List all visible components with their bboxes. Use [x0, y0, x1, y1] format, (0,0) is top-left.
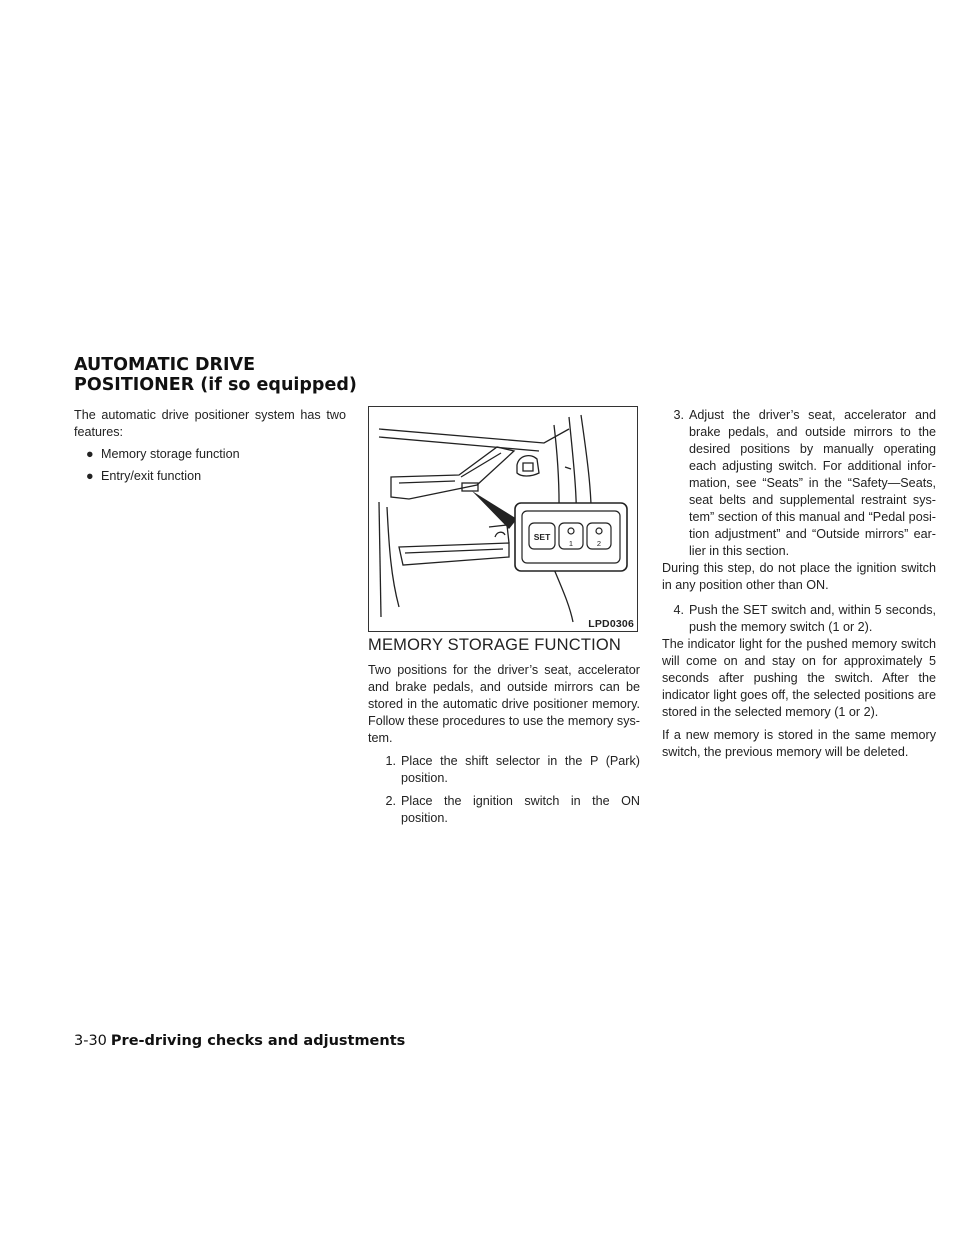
memory-2-label: 2	[596, 539, 602, 548]
feature-item	[74, 446, 346, 463]
step-number: 4.	[673, 603, 684, 617]
bullet-icon: ●	[86, 447, 94, 461]
step-text: Place the shift selector in the P (Park) position.	[401, 754, 640, 785]
closing-paragraph: If a new memory is stored in the same memory switch, the previous memory will be deleted.	[662, 728, 936, 759]
memory-heading: MEMORY STORAGE FUNCTION	[368, 636, 622, 654]
chapter-title: Pre-driving checks and adjustments	[110, 1033, 406, 1049]
step-item	[368, 753, 640, 787]
step-text: Adjust the driver’s seat, accelerator and brake pedals, and outside mirrors to the desired positions by manually operating each adjusting switch. For additional information, see “Seats” in the “Safety—Seats, seat belts and supplemental restraint system” section of this manual and “Pedal position adjustment” and “Outside mirrors” earlier in this section.	[689, 408, 936, 558]
figure-code: LPD0306	[588, 618, 634, 630]
step-item	[368, 793, 640, 827]
feature-text: Memory storage function	[101, 447, 240, 461]
step-number: 2.	[385, 794, 396, 808]
step-number: 1.	[385, 754, 396, 768]
memory-column	[368, 662, 640, 827]
step-note: During this step, do not place the ignition switch in any position other than ON.	[662, 561, 936, 592]
door-panel-figure	[368, 406, 638, 632]
page-number: 3-30	[74, 1033, 107, 1049]
step-item	[662, 407, 936, 560]
set-label: SET	[533, 532, 551, 542]
feature-item	[74, 468, 346, 485]
step-note: The indicator light for the pushed memory switch will come on and stay on for approximately 5 seconds after pushing the switch. After the indicator light goes off, the selected positions are stored in the selected memory (1 or 2).	[662, 637, 936, 719]
steps-column	[662, 407, 936, 761]
section-title: AUTOMATIC DRIVE POSITIONER (if so equipped)	[74, 355, 357, 395]
step-text: Place the ignition switch in the ON position.	[401, 794, 640, 825]
step-item	[662, 602, 936, 636]
step-text: Push the SET switch and, within 5 seconds, push the memory switch (1 or 2).	[689, 603, 936, 634]
feature-text: Entry/exit function	[101, 469, 202, 483]
memory-1-label: 1	[568, 539, 574, 548]
intro-paragraph: The automatic drive positioner system has two features:	[74, 408, 346, 439]
page-footer	[74, 1033, 414, 1049]
memory-intro: Two positions for the driver’s seat, accelerator and brake pedals, and outside mirrors can be stored in the automatic drive positioner memory. Follow these procedures to use the memory system.	[368, 663, 640, 745]
intro-column	[74, 407, 346, 485]
bullet-icon: ●	[86, 469, 94, 483]
step-number: 3.	[673, 408, 684, 422]
door-panel-illustration	[369, 407, 637, 631]
